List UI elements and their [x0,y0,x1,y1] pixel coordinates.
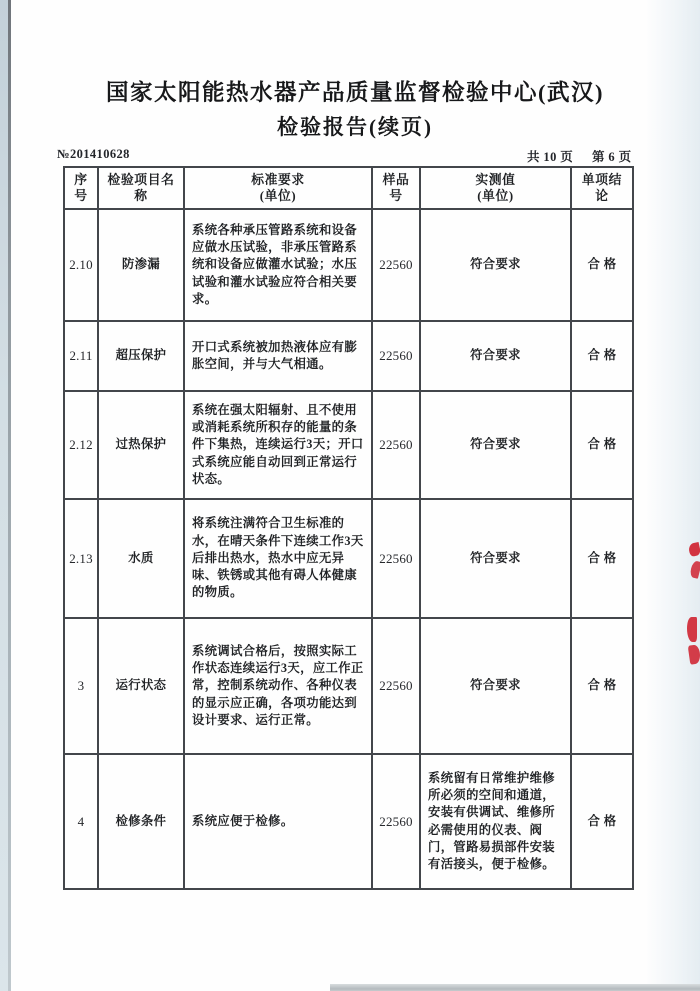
cell-measured: 符合要求 [420,209,571,321]
table-row [64,321,633,391]
header-item-label: 检验项目名称 [107,173,175,203]
cell-seq: 2.12 [64,391,98,499]
red-stamp-fragment [688,542,700,557]
red-stamp-fragment [688,644,700,664]
cell-requirement: 将系统注满符合卫生标准的水，在晴天条件下连续工作3天后排出热水，热水中应无异味、铁锈或其他有碍人体健康的物质。 [184,499,372,618]
table-row [64,618,633,754]
cell-seq: 3 [64,618,98,754]
header-seq-label: 序号 [74,173,88,203]
header-verdict [571,167,633,209]
header-verdict-label: 单项结论 [581,173,623,203]
scan-edge-left-line [8,0,11,991]
header-sample-label: 样品号 [382,173,410,203]
header-measured [420,167,571,209]
cell-sample: 22560 [372,754,420,889]
header-seq [64,167,98,209]
cell-seq: 2.11 [64,321,98,391]
header-measured-unit: (单位) [477,189,514,203]
cell-item: 防渗漏 [98,209,184,321]
cell-seq: 4 [64,754,98,889]
cell-measured: 符合要求 [420,618,571,754]
report-title: 检验报告(续页) [277,115,433,139]
scan-edge-left [0,0,8,991]
cell-item: 过热保护 [98,391,184,499]
cell-verdict: 合 格 [571,618,633,754]
scan-edge-bottom [330,984,700,991]
report-header [10,78,700,142]
cell-measured: 符合要求 [420,391,571,499]
cell-verdict: 合 格 [571,499,633,618]
cell-item: 运行状态 [98,618,184,754]
cell-requirement: 系统在强太阳辐射、且不使用或消耗系统所积存的能量的条件下集热，连续运行3天；开口式系统应能自动回到正常运行状态。 [184,391,372,499]
scan-edge-right [645,0,700,991]
cell-requirement: 系统应便于检修。 [184,754,372,889]
cell-requirement: 开口式系统被加热液体应有膨胀空间，并与大气相通。 [184,321,372,391]
cell-verdict: 合 格 [571,391,633,499]
red-stamp-fragment [687,617,697,642]
header-sample [372,167,420,209]
cell-sample: 22560 [372,618,420,754]
table-row [64,391,633,499]
table-row [64,754,633,889]
cell-sample: 22560 [372,209,420,321]
cell-measured: 符合要求 [420,499,571,618]
header-requirement [184,167,372,209]
cell-item: 超压保护 [98,321,184,391]
cell-measured: 符合要求 [420,321,571,391]
cell-measured: 系统留有日常维护维修所必须的空间和通道，安装有供调试、维修所必需使用的仪表、阀门，管路易损部件安装有活接头，便于检修。 [420,754,571,889]
cell-item: 检修条件 [98,754,184,889]
table-header-row [64,167,633,209]
center-name-title: 国家太阳能热水器产品质量监督检验中心(武汉) [106,80,604,105]
cell-requirement: 系统各种承压管路系统和设备应做水压试验，非承压管路系统和设备应做灌水试验；水压试验和灌水试验应符合相关要求。 [184,209,372,321]
cell-sample: 22560 [372,321,420,391]
cell-sample: 22560 [372,499,420,618]
cell-requirement: 系统调试合格后，按照实际工作状态连续运行3天，应工作正常，控制系统动作、各种仪表的显示应正确，各项功能达到设计要求、运行正常。 [184,618,372,754]
current-page-label: 第 6 页 [592,150,632,164]
cell-verdict: 合 格 [571,321,633,391]
cell-verdict: 合 格 [571,209,633,321]
cell-item: 水质 [98,499,184,618]
cell-verdict: 合 格 [571,754,633,889]
report-number: №201410628 [57,147,130,161]
total-pages-label: 共 10 页 [527,150,574,164]
header-item [98,167,184,209]
table-row [64,209,633,321]
header-requirement-label: 标准要求 [251,173,305,187]
header-measured-label: 实测值 [475,173,516,187]
cell-seq: 2.10 [64,209,98,321]
header-requirement-unit: (单位) [259,189,297,203]
inspection-results-table [63,166,634,890]
table-row [64,499,633,618]
cell-seq: 2.13 [64,499,98,618]
cell-sample: 22560 [372,391,420,499]
